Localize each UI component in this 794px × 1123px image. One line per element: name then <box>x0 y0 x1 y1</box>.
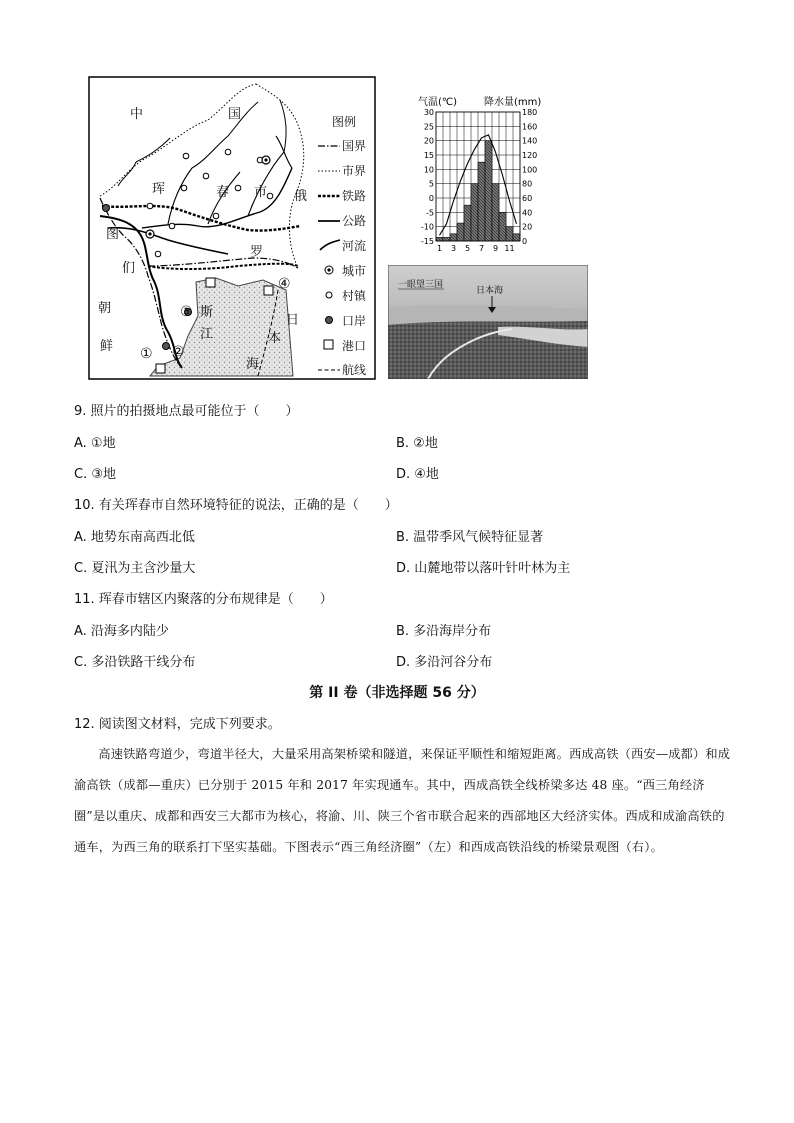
precip-tick-label: 40 <box>522 208 533 218</box>
hunchun-map <box>88 76 376 380</box>
q9-option-b[interactable]: B. ②地 <box>396 436 438 451</box>
legend-national-border: 国界 <box>342 139 367 153</box>
label-e: 俄 <box>294 189 308 204</box>
precip-bar-month-4 <box>457 223 464 241</box>
q12-paragraph: 高速铁路弯道少，弯道半径大，大量采用高架桥梁和隧道，来保证平顺性和缩短距离。西成高铁（西安—成都）和成渝高铁（成都—重庆）已分别于 2015 年和 2017 年实现通车。其中，西成高铁全线桥梁多达 48 座。“西三角经济圈”是以重庆、成都和西安三大都市为核心，将渝、川、陕三个省市联合起来的西部地区大经济实体。西成和成渝高铁的通车，为西三角的联系打下坚实基础。下图表示“西三角经济圈”（左）和西成高铁沿线的桥梁景观图（右）。 <box>74 747 731 854</box>
legend-harbour: 港口 <box>342 339 367 353</box>
q10-option-b[interactable]: B. 温带季风气候特征显著 <box>396 530 544 545</box>
q11-option-a[interactable]: A. 沿海多内陆少 <box>74 624 169 639</box>
photo-label-left: 一眼望三国 <box>398 280 444 290</box>
label-tu: 图 <box>106 227 120 242</box>
precip-tick-label: 0 <box>522 237 528 246</box>
chart-right-axis-label: 降水量(mm) <box>484 97 542 108</box>
label-ri: 日 <box>286 313 300 328</box>
q10-option-d[interactable]: D. 山麓地带以落叶针叶林为主 <box>396 561 571 576</box>
temp-tick-label: 20 <box>423 136 434 146</box>
label-luo: 罗 <box>250 245 264 260</box>
precip-bar-month-2 <box>443 237 450 241</box>
label-chun: 春 <box>216 185 230 200</box>
q9-stem: 9. 照片的拍摄地点最可能位于（ ） <box>74 404 299 419</box>
precip-tick-label: 160 <box>522 122 538 132</box>
month-tick-label: 7 <box>478 244 485 252</box>
label-shi: 市 <box>254 185 268 200</box>
point-4: ④ <box>278 276 291 292</box>
temp-tick-label: -15 <box>420 237 434 246</box>
precip-tick-label: 180 <box>522 108 538 117</box>
q11-option-b[interactable]: B. 多沿海岸分布 <box>396 624 492 639</box>
label-ben: 本 <box>268 331 282 346</box>
point-1: ① <box>140 346 153 362</box>
precip-bar-month-6 <box>471 184 478 241</box>
q11-option-c[interactable]: C. 多沿铁路干线分布 <box>74 655 196 670</box>
climate-chart-svg <box>412 92 572 252</box>
q11-stem: 11. 珲春市辖区内聚落的分布规律是（ ） <box>74 592 333 607</box>
month-tick-label: 9 <box>492 244 499 252</box>
precip-bar-month-5 <box>464 205 471 241</box>
label-guo: 国 <box>228 107 242 122</box>
temp-tick-label: 0 <box>428 194 434 203</box>
temp-tick-label: 15 <box>423 151 434 160</box>
legend-railway: 铁路 <box>342 189 367 203</box>
label-xian: 鲜 <box>100 339 114 354</box>
point-2: ② <box>172 344 185 360</box>
label-hai: 海 <box>246 357 260 372</box>
month-tick-label: 3 <box>450 244 457 252</box>
temp-tick-label: 5 <box>428 179 434 189</box>
month-tick-label: 1 <box>436 244 443 252</box>
label-jiang: 江 <box>200 327 214 342</box>
q9-option-d[interactable]: D. ④地 <box>396 467 439 482</box>
label-zhong: 中 <box>130 107 144 122</box>
legend-road: 公路 <box>342 214 367 228</box>
precip-tick-label: 100 <box>522 165 538 175</box>
point-3: ③ <box>180 304 193 320</box>
month-tick-label: 11 <box>504 244 515 252</box>
q11-option-d[interactable]: D. 多沿河谷分布 <box>396 655 493 670</box>
precip-tick-label: 20 <box>522 222 533 232</box>
section-title: 第 II 卷（非选择题 56 分） <box>309 685 485 701</box>
precip-tick-label: 140 <box>522 136 538 146</box>
legend-border-port: 口岸 <box>342 314 367 328</box>
q9-option-c[interactable]: C. ③地 <box>74 467 116 482</box>
precip-bar-month-12 <box>513 234 520 241</box>
photo-label-right: 日本海 <box>476 286 504 296</box>
landscape-photo <box>388 265 588 379</box>
precip-tick-label: 80 <box>522 179 533 189</box>
q10-option-a[interactable]: A. 地势东南高西北低 <box>74 530 195 545</box>
chart-left-axis-label: 气温(℃) <box>418 97 458 108</box>
legend-town: 村镇 <box>342 289 367 303</box>
q9-option-a[interactable]: A. ①地 <box>74 436 116 451</box>
temp-tick-label: 30 <box>423 108 434 117</box>
precip-tick-label: 60 <box>522 194 533 203</box>
legend-shipping-route: 航线 <box>342 363 367 377</box>
precip-bar-month-10 <box>499 212 506 241</box>
temp-tick-label: -10 <box>420 222 434 232</box>
precip-bar-month-7 <box>478 162 485 241</box>
climate-chart <box>412 92 572 252</box>
label-chao: 朝 <box>98 301 112 316</box>
precip-bar-month-1 <box>436 237 443 241</box>
legend-city: 城市 <box>342 264 367 278</box>
q12-stem: 12. 阅读图文材料，完成下列要求。 <box>74 717 281 732</box>
q10-option-c[interactable]: C. 夏汛为主含沙量大 <box>74 561 196 576</box>
month-tick-label: 5 <box>464 244 471 252</box>
temp-tick-label: -5 <box>426 208 434 218</box>
temp-tick-label: 25 <box>423 122 434 132</box>
temp-tick-label: 10 <box>423 165 434 175</box>
photo-svg <box>388 265 588 379</box>
q10-stem: 10. 有关珲春市自然环境特征的说法，正确的是（ ） <box>74 498 398 513</box>
legend-city-boundary: 市界 <box>342 164 367 178</box>
precip-tick-label: 120 <box>522 151 538 160</box>
precip-bar-month-3 <box>450 234 457 241</box>
label-hun: 珲 <box>152 182 166 197</box>
label-si: 斯 <box>200 305 214 320</box>
legend-river: 河流 <box>342 239 367 253</box>
precip-bar-month-11 <box>506 227 513 241</box>
legend-title: 图例 <box>332 115 357 129</box>
map-svg <box>88 76 376 380</box>
precip-bar-month-8 <box>485 141 492 241</box>
label-men: 们 <box>122 261 136 276</box>
precip-bar-month-9 <box>492 184 499 241</box>
